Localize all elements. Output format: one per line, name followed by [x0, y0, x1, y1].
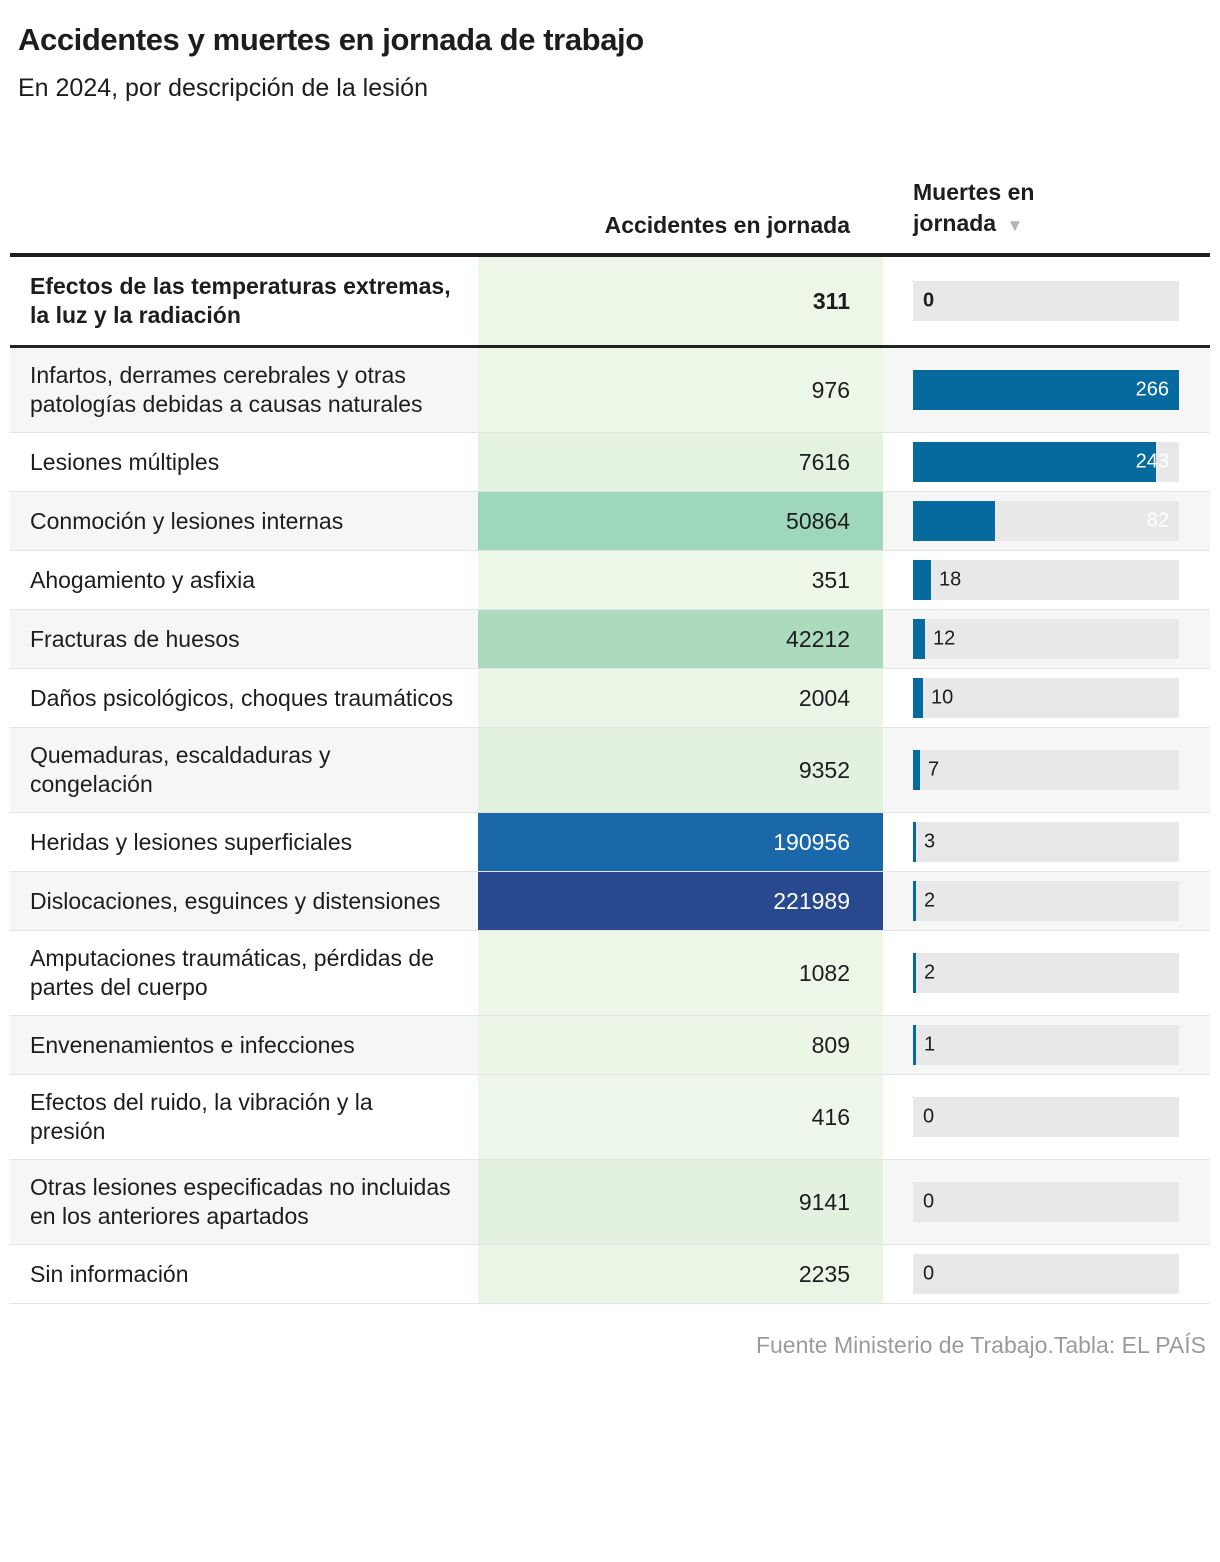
deaths-bar-cell — [883, 728, 1210, 812]
column-header-deaths[interactable] — [883, 177, 1093, 241]
accidents-value-cell: 1082 — [478, 931, 883, 1015]
table-row — [10, 257, 1210, 348]
injury-category-label: Efectos de las temperaturas extremas, la luz y la radiación — [30, 273, 451, 328]
deaths-bar-cell — [883, 433, 1210, 491]
table-row — [10, 813, 1210, 872]
accidents-value-cell: 9352 — [478, 728, 883, 812]
accidents-value-cell: 190956 — [478, 813, 883, 871]
deaths-bar-track — [913, 881, 1179, 921]
deaths-bar-cell — [883, 1075, 1210, 1159]
deaths-bar-cell — [883, 931, 1210, 1015]
deaths-value-label: 0 — [923, 1105, 935, 1128]
accidents-value-cell: 50864 — [478, 492, 883, 550]
deaths-bar-fill — [913, 822, 916, 862]
deaths-bar-cell — [883, 1016, 1210, 1074]
deaths-bar-cell — [883, 1245, 1210, 1303]
table-row — [10, 433, 1210, 492]
deaths-value-label: 266 — [1135, 378, 1169, 401]
table-row — [10, 872, 1210, 931]
deaths-bar-track — [913, 1097, 1179, 1137]
deaths-value-label: 0 — [923, 289, 935, 312]
injury-category-label: Lesiones múltiples — [30, 448, 220, 475]
deaths-bar-fill — [913, 881, 916, 921]
deaths-bar-cell — [883, 813, 1210, 871]
injury-category-label: Ahogamiento y asfixia — [30, 566, 256, 593]
deaths-value-label: 3 — [924, 830, 936, 853]
deaths-bar-cell — [883, 872, 1210, 930]
deaths-value-label: 243 — [1135, 450, 1169, 473]
table-row — [10, 610, 1210, 669]
table-row — [10, 1160, 1210, 1245]
deaths-bar-fill — [913, 678, 923, 718]
table-row — [10, 669, 1210, 728]
accidents-value-cell: 7616 — [478, 433, 883, 491]
deaths-value-label: 2 — [924, 889, 936, 912]
deaths-bar-cell — [883, 348, 1210, 432]
deaths-bar-fill — [913, 750, 920, 790]
table-header-row — [10, 103, 1210, 257]
page-title: Accidentes y muertes en jornada de trabajo — [18, 22, 644, 57]
table-row — [10, 551, 1210, 610]
accidents-value-cell: 809 — [478, 1016, 883, 1074]
table-row — [10, 1016, 1210, 1075]
deaths-value-label: 1 — [924, 1033, 936, 1056]
table-row — [10, 348, 1210, 433]
injury-category-label: Amputaciones traumáticas, pérdidas de partes del cuerpo — [30, 945, 434, 1000]
table-row — [10, 1075, 1210, 1160]
deaths-value-label: 82 — [1146, 509, 1169, 532]
deaths-value-label: 2 — [924, 961, 936, 984]
injury-category-label: Infartos, derrames cerebrales y otras patologías debidas a causas naturales — [30, 362, 423, 417]
deaths-value-label: 0 — [923, 1262, 935, 1285]
accidents-table — [10, 103, 1210, 1304]
accidents-value-cell: 221989 — [478, 872, 883, 930]
accidents-value-cell: 9141 — [478, 1160, 883, 1244]
accidents-value-cell: 2235 — [478, 1245, 883, 1303]
deaths-bar-track — [913, 560, 1179, 600]
deaths-value-label: 7 — [928, 758, 940, 781]
deaths-bar-cell — [883, 492, 1210, 550]
deaths-value-label: 10 — [931, 686, 954, 709]
deaths-bar-track — [913, 750, 1179, 790]
deaths-bar-track — [913, 619, 1179, 659]
deaths-bar-cell — [883, 610, 1210, 668]
deaths-bar-fill — [913, 442, 1156, 482]
column-header-deaths-label: Muertes en jornada — [913, 179, 1035, 236]
deaths-bar-track — [913, 1025, 1179, 1065]
accidents-value-cell: 976 — [478, 348, 883, 432]
deaths-value-label: 12 — [933, 627, 956, 650]
deaths-bar-cell — [883, 257, 1210, 345]
deaths-bar-fill — [913, 1025, 916, 1065]
injury-category-label: Conmoción y lesiones internas — [30, 507, 344, 534]
table-row — [10, 1245, 1210, 1304]
deaths-bar-cell — [883, 551, 1210, 609]
deaths-bar-track — [913, 678, 1179, 718]
deaths-bar-track — [913, 953, 1179, 993]
accidents-value-cell: 416 — [478, 1075, 883, 1159]
injury-category-label: Envenenamientos e infecciones — [30, 1031, 355, 1058]
column-header-accidents[interactable]: Accidentes en jornada — [604, 212, 850, 238]
table-row — [10, 931, 1210, 1016]
deaths-bar-track — [913, 281, 1179, 321]
deaths-bar-track — [913, 442, 1179, 482]
table-body — [10, 257, 1210, 1304]
table-row — [10, 492, 1210, 551]
deaths-bar-track — [913, 1182, 1179, 1222]
injury-category-label: Otras lesiones especificadas no incluidas en los anteriores apartados — [30, 1174, 451, 1229]
injury-category-label: Fracturas de huesos — [30, 625, 240, 652]
accidents-value-cell: 2004 — [478, 669, 883, 727]
injury-category-label: Dislocaciones, esguinces y distensiones — [30, 887, 441, 914]
deaths-bar-fill — [913, 560, 931, 600]
injury-category-label: Efectos del ruido, la vibración y la presión — [30, 1089, 373, 1144]
page-subtitle: En 2024, por descripción de la lesión — [18, 74, 428, 102]
deaths-bar-track — [913, 822, 1179, 862]
deaths-bar-fill — [913, 953, 916, 993]
injury-category-label: Quemaduras, escaldaduras y congelación — [30, 742, 331, 797]
source-credit: Fuente Ministerio de Trabajo.Tabla: EL PAÍS — [755, 1332, 1206, 1358]
accidents-value-cell: 311 — [478, 257, 883, 345]
deaths-bar-fill — [913, 619, 925, 659]
accidents-value-cell: 42212 — [478, 610, 883, 668]
deaths-bar-track — [913, 370, 1179, 410]
injury-category-label: Sin información — [30, 1260, 189, 1287]
deaths-bar-track — [913, 1254, 1179, 1294]
deaths-value-label: 18 — [939, 568, 962, 591]
deaths-bar-cell — [883, 669, 1210, 727]
deaths-bar-fill — [913, 501, 995, 541]
table-row — [10, 728, 1210, 813]
deaths-bar-cell — [883, 1160, 1210, 1244]
deaths-bar-track — [913, 501, 1179, 541]
accidents-value-cell: 351 — [478, 551, 883, 609]
sort-descending-icon: ▼ — [1006, 216, 1024, 235]
injury-category-label: Heridas y lesiones superficiales — [30, 828, 353, 855]
injury-category-label: Daños psicológicos, choques traumáticos — [30, 684, 454, 711]
deaths-value-label: 0 — [923, 1190, 935, 1213]
